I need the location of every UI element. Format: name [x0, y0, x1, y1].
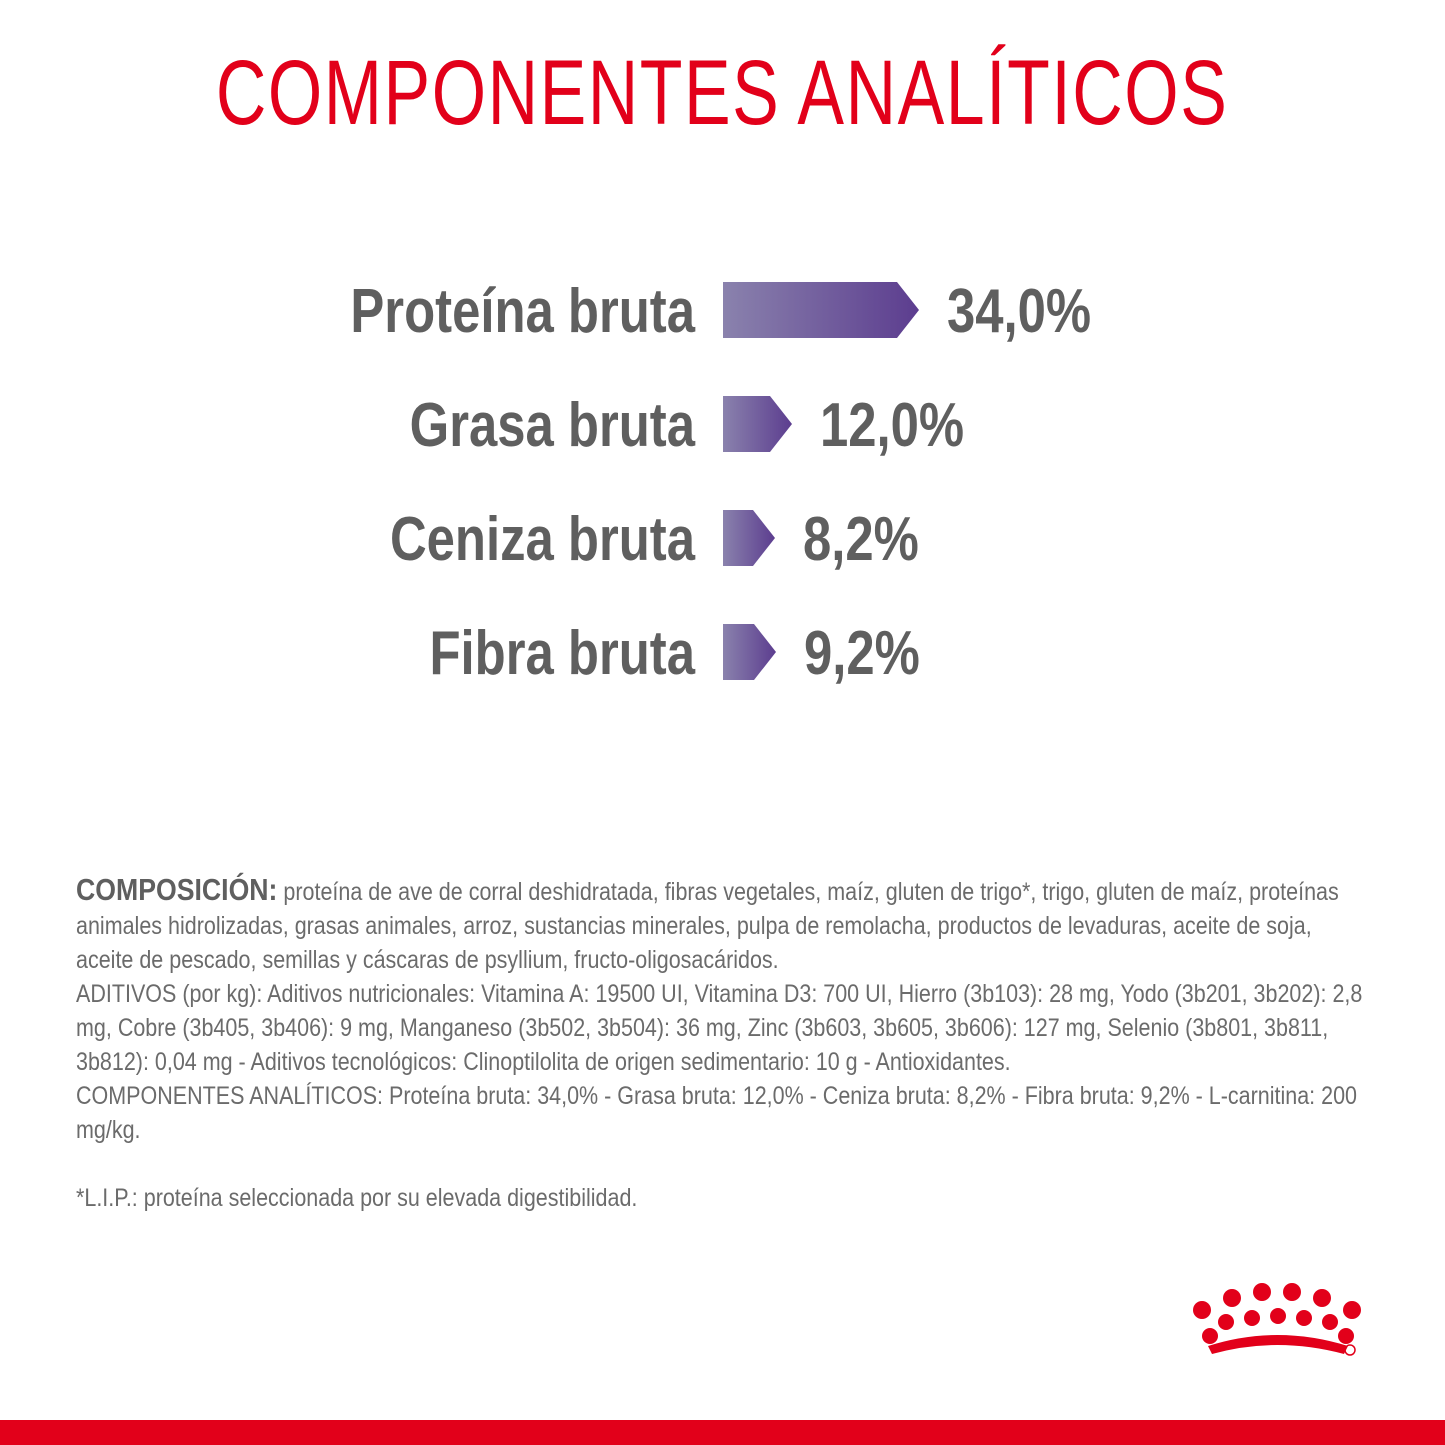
footnote-text: *L.I.P.: proteína seleccionada por su elevada digestibilidad. [76, 1184, 638, 1212]
page-title [0, 38, 1445, 148]
bar [723, 396, 792, 452]
category-label: Fibra bruta [429, 619, 695, 689]
value-label: 12,0% [820, 391, 965, 461]
value-label: 34,0% [947, 277, 1092, 347]
royal-canin-crown-icon [1180, 1280, 1380, 1360]
bottom-accent-bar [0, 1420, 1445, 1445]
additives-text: ADITIVOS (por kg): Aditivos nutricionales: Vitamina A: 19500 UI, Vitamina D3: 700 UI, Hierro (3b103): 28 mg, Yodo (3b201, 3b202): 2,8 mg, Cobre (3b405, 3b406): 9 mg, Manganeso (3b502, 3b504): 36 mg, Zinc (3b603, 3b605, 3b606): 127 mg, Selenio (3b801, 3b811, 3b812): 0,04 mg - Aditivos tecnológicos: Clinoptilolita de origen sedimentario: 10 g - Antioxidantes. [76, 980, 1363, 1076]
analytical-bar-chart [0, 240, 1445, 720]
composition-block [76, 873, 1376, 1215]
composition-label: COMPOSICIÓN: [76, 872, 278, 907]
category-label: Ceniza bruta [389, 505, 695, 575]
bar [723, 282, 919, 338]
analytical-text: COMPONENTES ANALÍTICOS: Proteína bruta: 34,0% - Grasa bruta: 12,0% - Ceniza bruta: 8,2% - Fibra bruta: 9,2% - L-carnitina: 200 mg/kg. [76, 1082, 1357, 1144]
category-label: Proteína bruta [350, 277, 695, 347]
value-label: 8,2% [803, 505, 919, 575]
composition-text: proteína de ave de corral deshidratada, fibras vegetales, maíz, gluten de trigo*, trigo, gluten de maíz, proteínas animales hidrolizadas, grasas animales, arroz, sustancias minerales, pulpa de remolacha, productos de levaduras, aceite de soja, aceite de pescado, semillas y cáscaras de psyllium, fructo-oligosacáridos. [76, 878, 1339, 974]
value-label: 9,2% [804, 619, 920, 689]
bar [723, 510, 775, 566]
composition-paragraph [76, 873, 1375, 977]
category-label: Grasa bruta [409, 391, 695, 461]
bar [723, 624, 776, 680]
page-title-text: COMPONENTES ANALÍTICOS [216, 42, 1229, 144]
